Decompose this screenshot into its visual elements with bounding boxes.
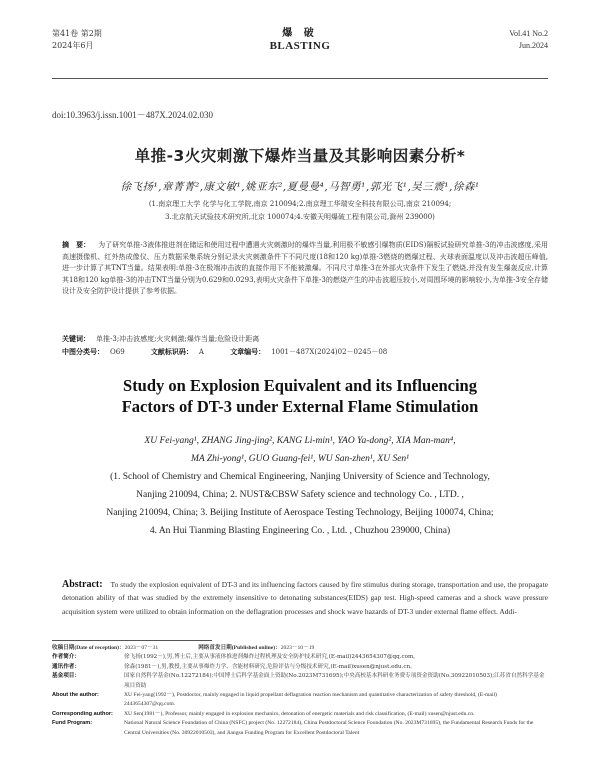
clc-value: O69	[110, 348, 125, 356]
title-cn: 单推-3火灾刺激下爆炸当量及其影响因素分析*	[134, 147, 466, 165]
footnote-corresponding-en	[52, 710, 548, 719]
affiliation-en-line: Nanjing 210094, China; 3. Beijing Institute of Aerospace Testing Technology, Beijing 100074, China;	[106, 508, 494, 518]
title-en-line: Factors of DT-3 under External Flame Stimulation	[121, 397, 479, 416]
affiliation-line: 3.北京航天试验技术研究所,北京 100074;4.安徽天明爆破工程有限公司,滁州 239000)	[165, 213, 435, 221]
authors-en-line: XU Fei-yang¹, ZHANG Jing-jing², KANG Li-min¹, YAO Ya-dong², XIA Man-man⁴,	[144, 436, 456, 446]
received-label: 收稿日期(Date of reception)：	[52, 645, 125, 651]
footnote-divider	[52, 640, 212, 641]
doc-code-value: A	[198, 348, 204, 356]
affiliation-en-line: 4. An Hui Tianming Blasting Engineering Co. , Ltd. , Chuzhou 239000, China)	[149, 526, 451, 536]
received-value: 2023－07－31	[124, 645, 159, 651]
affiliations-en	[62, 468, 538, 540]
footnote-about-author	[52, 691, 548, 710]
footnote-fund-en	[52, 719, 548, 738]
title-en	[40, 375, 560, 417]
journal-name-cn: 爆 破	[282, 28, 318, 39]
affiliation-en-line: Nanjing 210094, China; 2. NUST&CBSW Safety science and technology Co. , LTD. ,	[136, 490, 464, 500]
fund-en-label: Fund Program:	[52, 720, 93, 727]
author-cn-label: 作者简介：	[52, 654, 80, 661]
doc-code-label: 文献标识码：	[150, 348, 193, 356]
authors-en-line: MA Zhi-yong¹, GUO Guang-fei¹, WU San-zhen¹, XU Sen¹	[190, 454, 410, 464]
header-journal	[52, 28, 548, 52]
footnote-dates	[52, 644, 548, 653]
abstract-cn-label: 摘 要：	[62, 241, 91, 249]
corresponding-en-text: XU Sen(1981－), Professor, mainly engaged in explosion mechanics, detonation of energetic materials and risk classification, (E-mail) xusen@njust.edu.cn.	[124, 710, 475, 717]
affiliations-cn	[60, 198, 540, 224]
fund-cn-label: 基金项目：	[52, 673, 80, 680]
published-value: 2023－10－19	[280, 645, 315, 651]
fund-cn-text: 国家自然科学基金(No.12272184);中国博士后科学基金面上资助(No.2023M731695);中央高校基本科研业务费专项资金资助(No.30922010503);江苏省自然科学基金项目资助	[124, 673, 545, 689]
clc-label: 中图分类号：	[62, 348, 104, 356]
header-divider	[52, 78, 548, 79]
header-right	[509, 28, 548, 52]
corresponding-en-label: Corresponding author:	[52, 710, 113, 717]
authors-en	[60, 432, 540, 468]
abstract-en	[62, 578, 548, 618]
volume-cn: 第41卷 第2期	[52, 29, 102, 38]
footnote-corresponding-cn	[52, 663, 548, 672]
classification-cn	[62, 347, 548, 358]
footnote-author-cn	[52, 653, 548, 662]
abstract-cn	[62, 240, 548, 298]
abstract-en-text: To study the explosion equivalent of DT-3 and its influencing factors caused by fire stimulus during storage, transportation and use, the propagate detonation ability of that was studied by the extremely insensitive to detonating substances(EIDS) gap test. High-speed cameras and a shock wave pressure acquisition system were utilized to obtain information on the deflagration processes and shock wave hazards of DT-3 under external flame effect. Addi-	[62, 580, 548, 616]
keywords-cn-text: 单推-3;冲击波感度;火灾刺激;爆炸当量;危险设计距离	[96, 335, 260, 343]
about-author-text: XU Fei-yang(1992－), Postdoctor, mainly engaged in liquid propellant deflagration reaction mechanism and quantitative characterization of safety threshold, (E-mail) 2443654307@qq.com.	[124, 692, 497, 708]
article-number-value: 1001－487X(2024)02－0245－08	[271, 348, 388, 356]
volume-en: Vol.41 No.2	[509, 29, 548, 38]
affiliation-line: (1.南京理工大学 化学与化工学院,南京 210094;2.南京理工华瑞安全科技有限公司,南京 210094;	[148, 200, 452, 208]
published-label: 网络首发日期(Published online)：	[198, 645, 281, 651]
fund-en-text: National Natural Science Foundation of China (NSFC) project (No. 12272184), China Postdoctoral Science Foundation (No. 2023M731695), the Fundamental Research Funds for the Central Universities (No. 30922010503), and Jiangsu Funding Program for Excellent Postdoctoral Talent	[124, 720, 534, 736]
about-author-label: About the author:	[52, 692, 99, 699]
date-cn: 2024年6月	[52, 41, 94, 50]
keywords-cn-label: 关键词：	[62, 335, 90, 343]
article-number-label: 文章编号：	[230, 348, 266, 356]
author-cn-text: 徐飞扬(1992－),男,博士后,主要从事液体推进剂爆炸过程机理及安全防护技术研究,(E-mail)2443654307@qq.com。	[124, 654, 419, 661]
footnote-fund-cn	[52, 672, 548, 691]
abstract-cn-text: 为了研究单推-3液体推进剂在储运和使用过程中遭遇火灾刺激时的爆炸当量,利用极不敏感引爆物质(EIDS)隔板试验研究单推-3的冲击波感度,采用高速摄像机、红外热成像仪、压力数据采集系统分别记录火灾刺激条件下不同尺度(18和120 kg)单推-3燃烧的燃爆过程、火球表面温度以及冲击波超压峰值,进一步计算了其TNT当量。结果表明:单推-3在极端冲击波的直接作用下不能被激爆。不同尺寸单推-3在外部火灾条件下发生了燃烧,并没有发生爆轰反应,计算其18和120 kg单推-3的冲击TNT当量分别为0.629和0.0293,表明火灾条件下单推-3的燃烧产生的冲击波超压较小,对周围环境的影响较小,为单推-3安全存储设计及安全防护设计提供了参考依据。	[62, 241, 548, 296]
date-en: Jun.2024	[518, 41, 548, 50]
affiliation-en-line: (1. School of Chemistry and Chemical Engineering, Nanjing University of Science and Technology,	[110, 472, 490, 482]
footnotes	[52, 644, 548, 738]
corresponding-cn-label: 通讯作者：	[52, 663, 80, 670]
running-header	[52, 28, 548, 64]
keywords-cn	[62, 334, 548, 345]
corresponding-cn-text: 徐森(1981－),男,教授,主要从事爆炸力学、含能材料研究,危险评估与分级技术研究,(E-mail)xusen@njust.edu.cn。	[124, 663, 416, 670]
authors-cn: 徐飞扬¹,章菁菁²,康文敏¹,姚亚东²,夏曼曼⁴,马智勇¹,郭光飞¹,吴三震¹,徐森¹	[120, 181, 480, 193]
doi: doi:10.3963/j.issn.1001－487X.2024.02.030	[52, 110, 214, 120]
title-en-line: Study on Explosion Equivalent and its Influencing	[123, 376, 477, 395]
journal-name-en: BLASTING	[269, 40, 331, 52]
abstract-en-label: Abstract:	[62, 579, 103, 590]
